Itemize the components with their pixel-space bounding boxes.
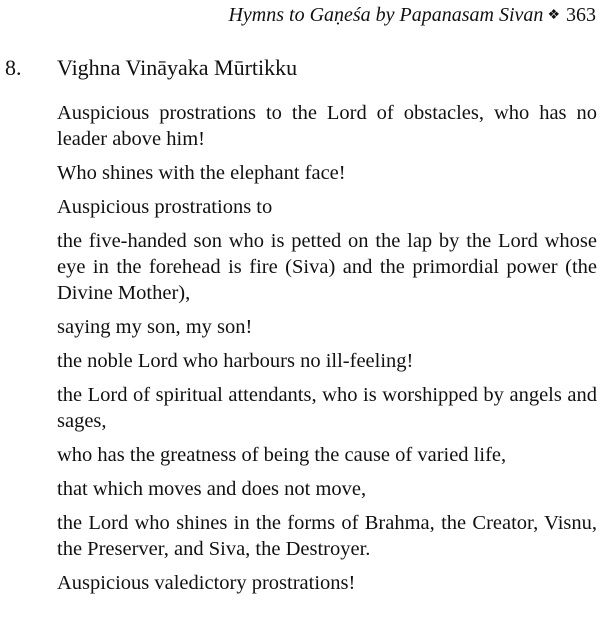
running-header (228, 2, 596, 31)
hymn-line: Auspicious valedictory prostrations! (57, 572, 356, 594)
hymn-line: Who shines with the elephant face! (57, 162, 346, 184)
hymn-line: Auspicious prostrations to (57, 196, 273, 218)
hymn-line: that which moves and does not move, (57, 478, 367, 500)
hymn-line: saying my son, my son! (57, 316, 253, 338)
hymn-line: the Lord who shines in the forms of Brahma, the Creator, Visnu, the Preserver, and Siva, the Destroyer. (57, 512, 597, 560)
running-header-title: Hymns to Gaṇeśa by Papanasam Sivan (228, 4, 544, 26)
hymn-line: the noble Lord who harbours no ill-feeling! (57, 350, 414, 372)
section-title: Vighna Vināyaka Mūrtikku (57, 55, 298, 80)
diamond-ornament-icon: ❖ (547, 8, 560, 23)
hymn-line: the five-handed son who is petted on the lap by the Lord whose eye in the forehead is fire (Siva) and the primordial power (the Divine Mother), (57, 230, 597, 304)
hymn-line: Auspicious prostrations to the Lord of obstacles, who has no leader above him! (57, 102, 597, 150)
hymn-line: who has the greatness of being the cause of varied life, (57, 444, 507, 466)
hymn-line: the Lord of spiritual attendants, who is worshipped by angels and sages, (57, 384, 597, 432)
hymn-text (57, 100, 597, 604)
section-number: 8. (5, 55, 22, 80)
section-heading (5, 54, 297, 82)
page-number: 363 (566, 4, 596, 26)
